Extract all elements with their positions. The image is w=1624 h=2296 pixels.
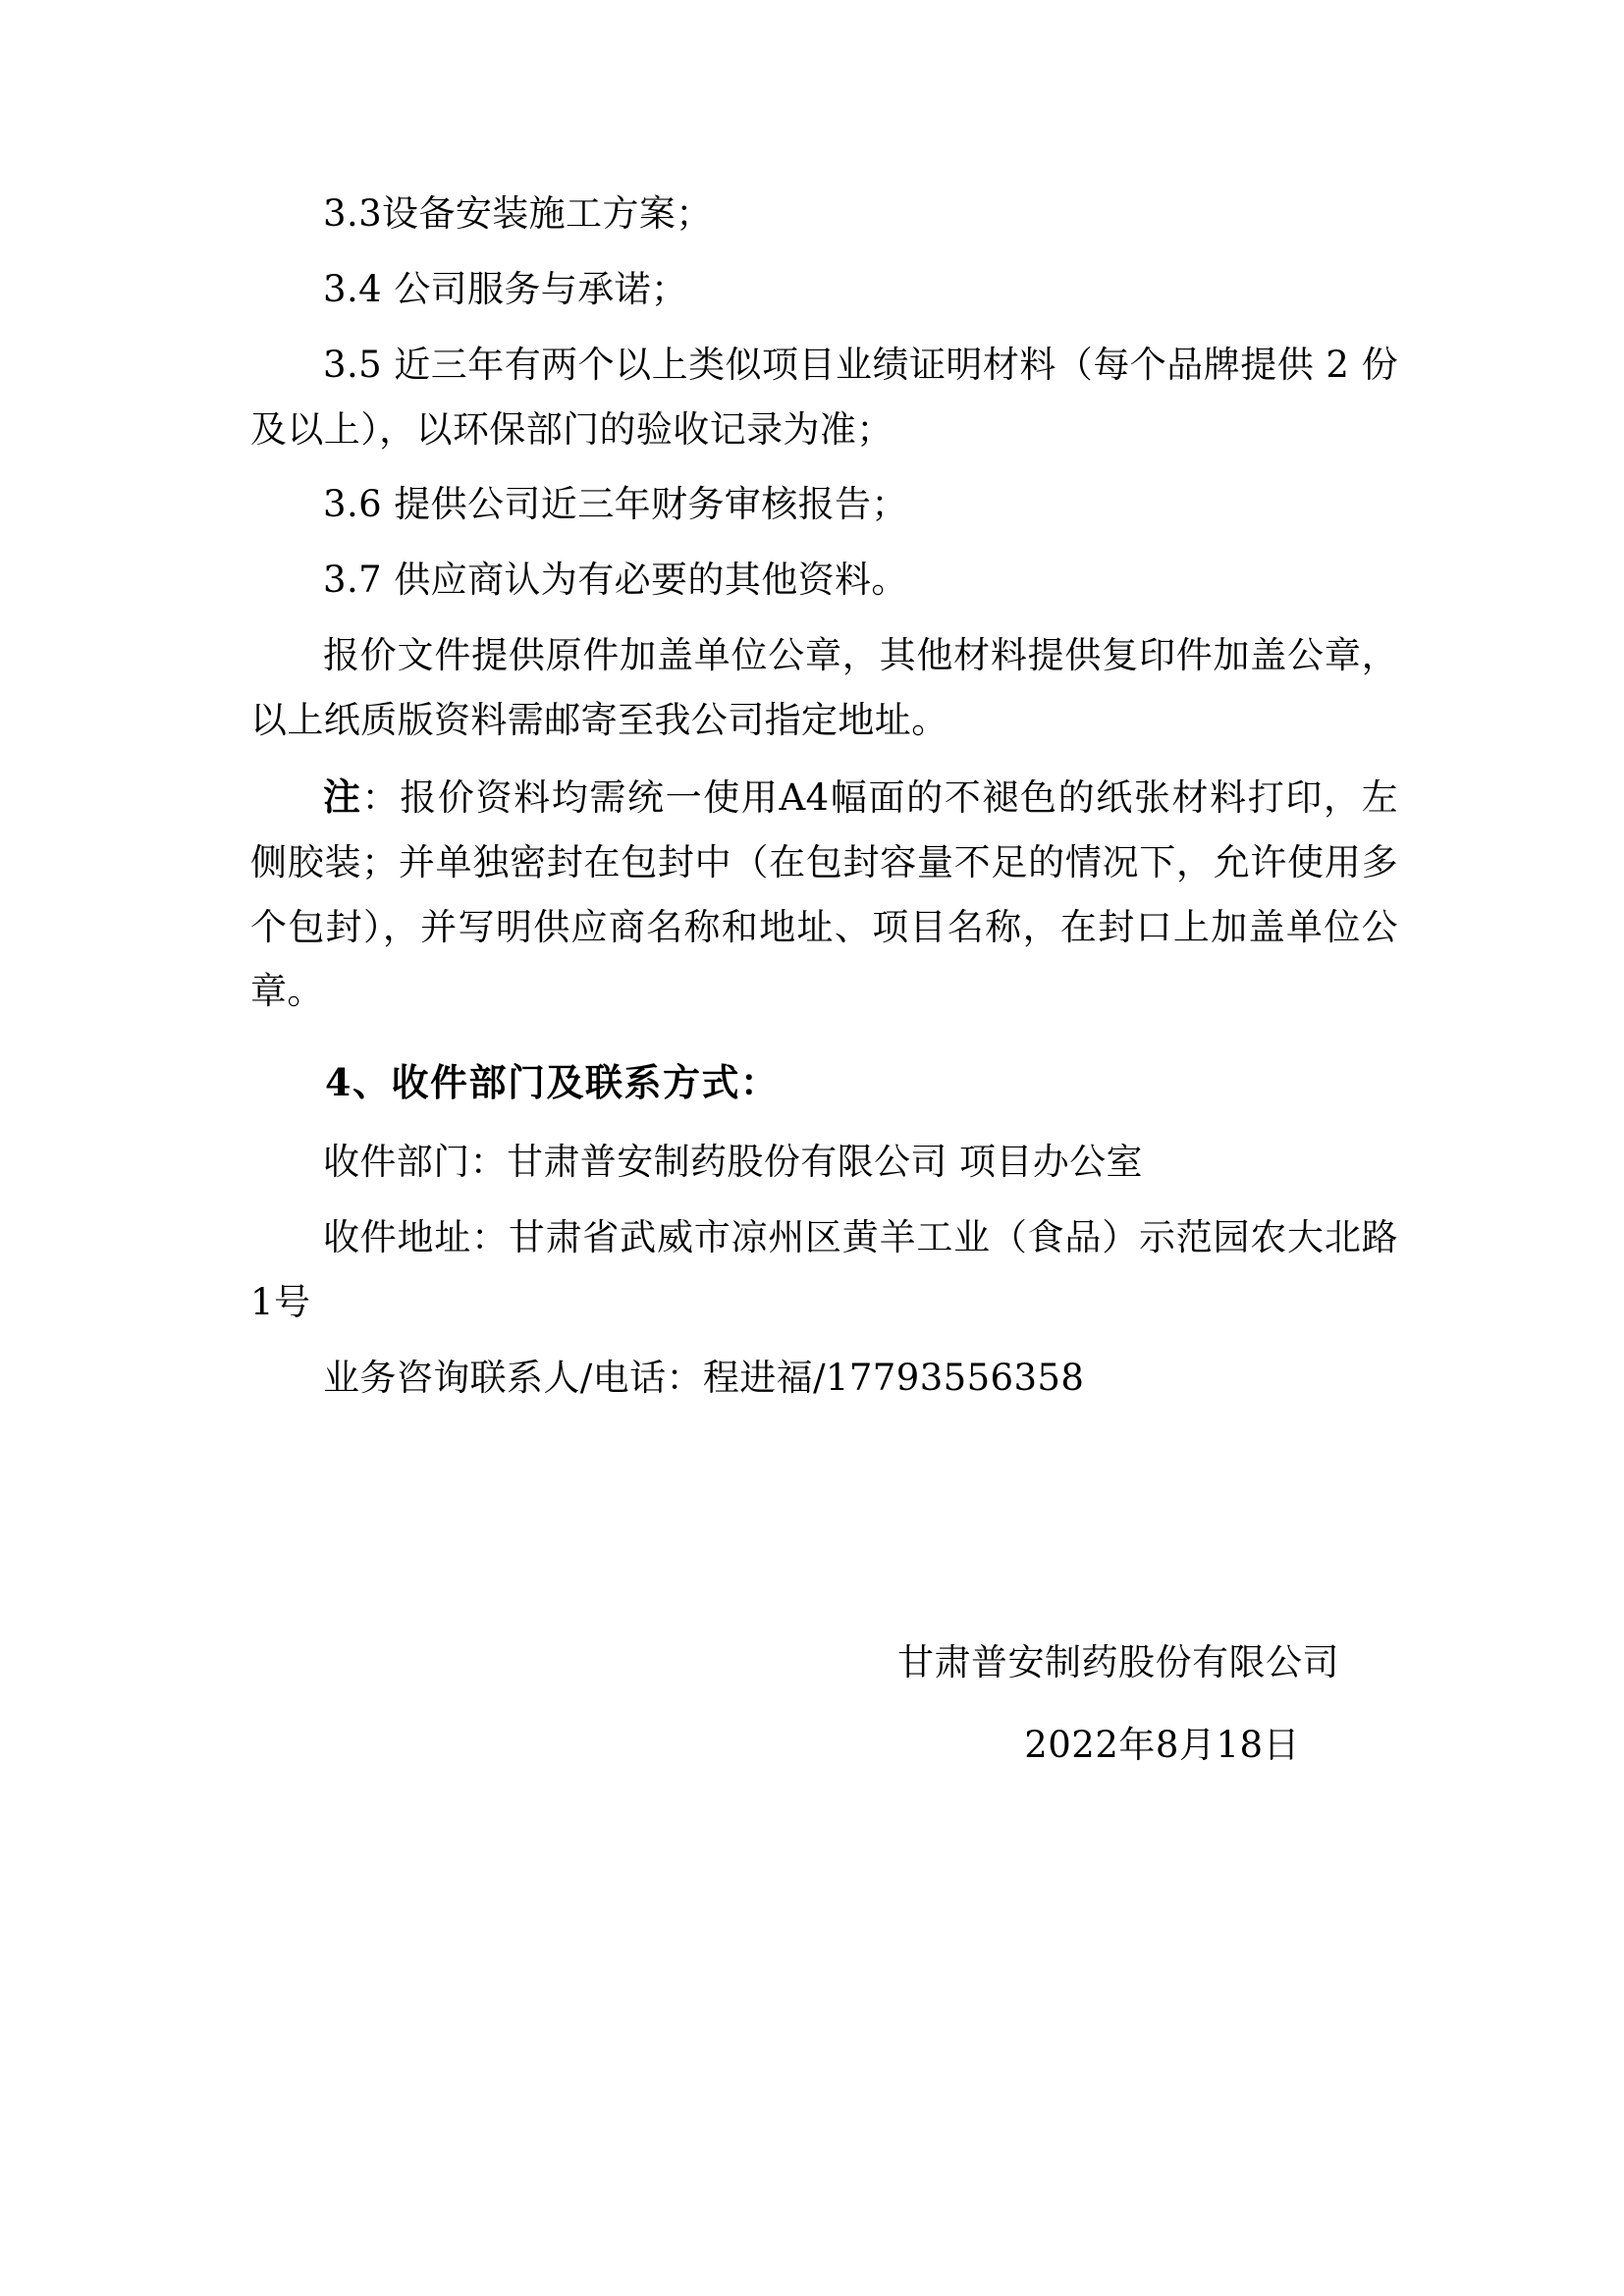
signature-block [250, 1630, 1398, 1778]
paragraph-quote-documents: 报价文件提供原件加盖单位公章，其他材料提供复印件加盖公章，以上纸质版资料需邮寄至我公司指定地址。 [250, 634, 1398, 742]
signature-company: 甘肃普安制药股份有限公司 [897, 1641, 1339, 1684]
note-paragraph [250, 764, 1398, 1024]
note-label: 注 [323, 774, 362, 819]
list-item-3-5: 3.5 近三年有两个以上类似项目业绩证明材料（每个品牌提供 2 份及以上），以环保部门的验收记录为准； [250, 343, 1398, 451]
recipient-department: 收件部门：甘肃普安制药股份有限公司 项目办公室 [323, 1140, 1143, 1183]
note-text: ：报价资料均需统一使用A4幅面的不褪色的纸张材料打印，左侧胶装；并单独密封在包封中（在包封容量不足的情况下，允许使用多个包封），并写明供应商名称和地址、项目名称，在封口上加盖单位公章。 [250, 775, 1398, 1013]
list-item-3-3: 3.3设备安装施工方案； [323, 192, 713, 235]
section-heading-contact: 4、收件部门及联系方式： [325, 1060, 780, 1105]
list-item-3-4: 3.4 公司服务与承诺； [323, 267, 688, 310]
recipient-address: 收件地址：甘肃省武威市凉州区黄羊工业（食品）示范园农大北路1号 [250, 1215, 1398, 1323]
document-body [250, 182, 1398, 1778]
list-item-3-6: 3.6 提供公司近三年财务审核报告； [323, 483, 908, 526]
contact-person-phone: 业务咨询联系人/电话：程进福/17793556358 [323, 1356, 1085, 1399]
signature-date: 2022年8月18日 [1024, 1724, 1300, 1767]
list-item-3-7: 3.7 供应商认为有必要的其他资料。 [323, 559, 908, 602]
